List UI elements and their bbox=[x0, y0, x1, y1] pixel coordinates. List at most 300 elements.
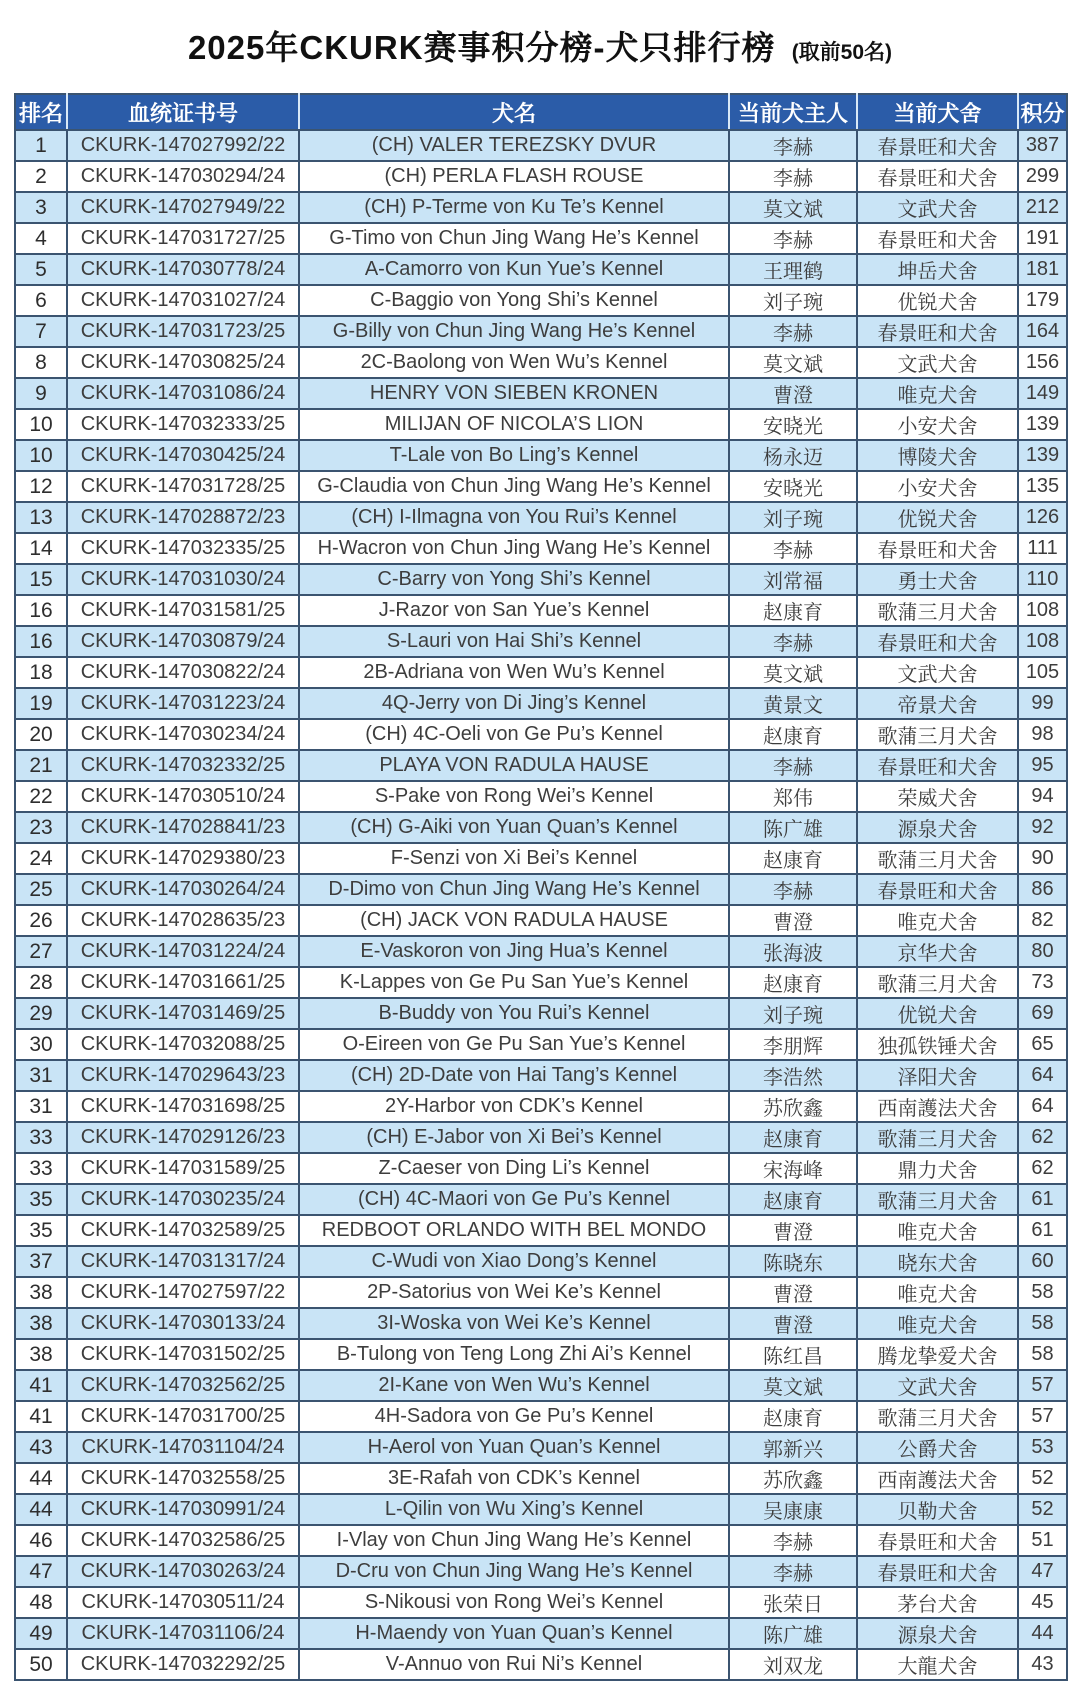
rank-cell: 41 bbox=[15, 1401, 67, 1432]
points-cell: 92 bbox=[1018, 812, 1067, 843]
dog-name-cell: PLAYA VON RADULA HAUSE bbox=[299, 750, 729, 781]
owner-cell: 赵康育 bbox=[729, 719, 857, 750]
owner-cell: 赵康育 bbox=[729, 1401, 857, 1432]
cert-number-cell: CKURK-147031502/25 bbox=[67, 1339, 299, 1370]
kennel-cell: 小安犬舍 bbox=[857, 471, 1018, 502]
table-row bbox=[15, 1494, 1067, 1525]
points-cell: 99 bbox=[1018, 688, 1067, 719]
points-cell: 65 bbox=[1018, 1029, 1067, 1060]
cert-number-cell: CKURK-147031104/24 bbox=[67, 1432, 299, 1463]
column-header: 积分 bbox=[1018, 94, 1067, 130]
rank-cell: 46 bbox=[15, 1525, 67, 1556]
owner-cell: 曹澄 bbox=[729, 1215, 857, 1246]
dog-name-cell: F-Senzi von Xi Bei’s Kennel bbox=[299, 843, 729, 874]
rank-cell: 13 bbox=[15, 502, 67, 533]
table-row bbox=[15, 1153, 1067, 1184]
dog-name-cell: S-Nikousi von Rong Wei’s Kennel bbox=[299, 1587, 729, 1618]
points-cell: 58 bbox=[1018, 1308, 1067, 1339]
rank-cell: 44 bbox=[15, 1494, 67, 1525]
dog-name-cell: G-Claudia von Chun Jing Wang He’s Kennel bbox=[299, 471, 729, 502]
kennel-cell: 优锐犬舍 bbox=[857, 502, 1018, 533]
cert-number-cell: CKURK-147029126/23 bbox=[67, 1122, 299, 1153]
rank-cell: 6 bbox=[15, 285, 67, 316]
rank-cell: 38 bbox=[15, 1339, 67, 1370]
cert-number-cell: CKURK-147031027/24 bbox=[67, 285, 299, 316]
dog-name-cell: D-Cru von Chun Jing Wang He’s Kennel bbox=[299, 1556, 729, 1587]
dog-name-cell: H-Aerol von Yuan Quan’s Kennel bbox=[299, 1432, 729, 1463]
points-cell: 53 bbox=[1018, 1432, 1067, 1463]
rank-cell: 2 bbox=[15, 161, 67, 192]
kennel-cell: 腾龙挚爱犬舍 bbox=[857, 1339, 1018, 1370]
cert-number-cell: CKURK-147031086/24 bbox=[67, 378, 299, 409]
owner-cell: 苏欣鑫 bbox=[729, 1091, 857, 1122]
points-cell: 95 bbox=[1018, 750, 1067, 781]
rank-cell: 49 bbox=[15, 1618, 67, 1649]
points-cell: 57 bbox=[1018, 1370, 1067, 1401]
owner-cell: 曹澄 bbox=[729, 1277, 857, 1308]
table-row bbox=[15, 223, 1067, 254]
dog-name-cell: H-Wacron von Chun Jing Wang He’s Kennel bbox=[299, 533, 729, 564]
points-cell: 60 bbox=[1018, 1246, 1067, 1277]
kennel-cell: 文武犬舍 bbox=[857, 192, 1018, 223]
owner-cell: 李赫 bbox=[729, 1556, 857, 1587]
owner-cell: 莫文斌 bbox=[729, 192, 857, 223]
table-row bbox=[15, 936, 1067, 967]
kennel-cell: 源泉犬舍 bbox=[857, 812, 1018, 843]
table-row bbox=[15, 1339, 1067, 1370]
cert-number-cell: CKURK-147030511/24 bbox=[67, 1587, 299, 1618]
dog-name-cell: B-Tulong von Teng Long Zhi Ai’s Kennel bbox=[299, 1339, 729, 1370]
dog-name-cell: A-Camorro von Kun Yue’s Kennel bbox=[299, 254, 729, 285]
dog-name-cell: 2B-Adriana von Wen Wu’s Kennel bbox=[299, 657, 729, 688]
rank-cell: 15 bbox=[15, 564, 67, 595]
table-row bbox=[15, 781, 1067, 812]
kennel-cell: 大龍犬舍 bbox=[857, 1649, 1018, 1680]
dog-name-cell: (CH) JACK VON RADULA HAUSE bbox=[299, 905, 729, 936]
owner-cell: 李赫 bbox=[729, 223, 857, 254]
points-cell: 57 bbox=[1018, 1401, 1067, 1432]
rank-cell: 41 bbox=[15, 1370, 67, 1401]
points-cell: 299 bbox=[1018, 161, 1067, 192]
points-cell: 52 bbox=[1018, 1463, 1067, 1494]
cert-number-cell: CKURK-147032333/25 bbox=[67, 409, 299, 440]
dog-name-cell: 2I-Kane von Wen Wu’s Kennel bbox=[299, 1370, 729, 1401]
points-cell: 139 bbox=[1018, 409, 1067, 440]
rank-cell: 48 bbox=[15, 1587, 67, 1618]
points-cell: 62 bbox=[1018, 1153, 1067, 1184]
cert-number-cell: CKURK-147032586/25 bbox=[67, 1525, 299, 1556]
dog-name-cell: C-Baggio von Yong Shi’s Kennel bbox=[299, 285, 729, 316]
rank-cell: 18 bbox=[15, 657, 67, 688]
owner-cell: 李赫 bbox=[729, 626, 857, 657]
cert-number-cell: CKURK-147028635/23 bbox=[67, 905, 299, 936]
cert-number-cell: CKURK-147032292/25 bbox=[67, 1649, 299, 1680]
cert-number-cell: CKURK-147029643/23 bbox=[67, 1060, 299, 1091]
dog-name-cell: 2Y-Harbor von CDK’s Kennel bbox=[299, 1091, 729, 1122]
owner-cell: 刘子琬 bbox=[729, 285, 857, 316]
table-row bbox=[15, 1525, 1067, 1556]
dog-name-cell: G-Timo von Chun Jing Wang He’s Kennel bbox=[299, 223, 729, 254]
kennel-cell: 春景旺和犬舍 bbox=[857, 626, 1018, 657]
points-cell: 139 bbox=[1018, 440, 1067, 471]
table-row bbox=[15, 564, 1067, 595]
rank-cell: 38 bbox=[15, 1277, 67, 1308]
table-row bbox=[15, 378, 1067, 409]
table-row bbox=[15, 905, 1067, 936]
kennel-cell: 京华犬舍 bbox=[857, 936, 1018, 967]
dog-name-cell: (CH) I-Ilmagna von You Rui’s Kennel bbox=[299, 502, 729, 533]
table-header-row bbox=[15, 94, 1067, 130]
owner-cell: 李赫 bbox=[729, 750, 857, 781]
table-row bbox=[15, 1556, 1067, 1587]
kennel-cell: 西南護法犬舍 bbox=[857, 1463, 1018, 1494]
kennel-cell: 优锐犬舍 bbox=[857, 285, 1018, 316]
rank-cell: 16 bbox=[15, 626, 67, 657]
dog-name-cell: (CH) 2D-Date von Hai Tang’s Kennel bbox=[299, 1060, 729, 1091]
cert-number-cell: CKURK-147028841/23 bbox=[67, 812, 299, 843]
dog-name-cell: REDBOOT ORLANDO WITH BEL MONDO bbox=[299, 1215, 729, 1246]
rank-cell: 26 bbox=[15, 905, 67, 936]
dog-name-cell: O-Eireen von Ge Pu San Yue’s Kennel bbox=[299, 1029, 729, 1060]
owner-cell: 安晓光 bbox=[729, 409, 857, 440]
cert-number-cell: CKURK-147029380/23 bbox=[67, 843, 299, 874]
rank-cell: 4 bbox=[15, 223, 67, 254]
owner-cell: 李朋辉 bbox=[729, 1029, 857, 1060]
owner-cell: 刘双龙 bbox=[729, 1649, 857, 1680]
dog-name-cell: (CH) E-Jabor von Xi Bei’s Kennel bbox=[299, 1122, 729, 1153]
dog-name-cell: 2C-Baolong von Wen Wu’s Kennel bbox=[299, 347, 729, 378]
owner-cell: 刘子琬 bbox=[729, 502, 857, 533]
cert-number-cell: CKURK-147030234/24 bbox=[67, 719, 299, 750]
kennel-cell: 春景旺和犬舍 bbox=[857, 1525, 1018, 1556]
kennel-cell: 歌蒲三月犬舍 bbox=[857, 1184, 1018, 1215]
cert-number-cell: CKURK-147032088/25 bbox=[67, 1029, 299, 1060]
kennel-cell: 晓东犬舍 bbox=[857, 1246, 1018, 1277]
dog-name-cell: C-Barry von Yong Shi’s Kennel bbox=[299, 564, 729, 595]
points-cell: 47 bbox=[1018, 1556, 1067, 1587]
owner-cell: 莫文斌 bbox=[729, 347, 857, 378]
cert-number-cell: CKURK-147027597/22 bbox=[67, 1277, 299, 1308]
rank-cell: 20 bbox=[15, 719, 67, 750]
rank-cell: 47 bbox=[15, 1556, 67, 1587]
table-row bbox=[15, 1401, 1067, 1432]
cert-number-cell: CKURK-147031469/25 bbox=[67, 998, 299, 1029]
table-row bbox=[15, 874, 1067, 905]
owner-cell: 曹澄 bbox=[729, 905, 857, 936]
points-cell: 108 bbox=[1018, 626, 1067, 657]
owner-cell: 张海波 bbox=[729, 936, 857, 967]
cert-number-cell: CKURK-147032332/25 bbox=[67, 750, 299, 781]
kennel-cell: 西南護法犬舍 bbox=[857, 1091, 1018, 1122]
dog-name-cell: (CH) 4C-Maori von Ge Pu’s Kennel bbox=[299, 1184, 729, 1215]
points-cell: 61 bbox=[1018, 1215, 1067, 1246]
rank-cell: 8 bbox=[15, 347, 67, 378]
rank-cell: 1 bbox=[15, 130, 67, 161]
kennel-cell: 唯克犬舍 bbox=[857, 1308, 1018, 1339]
owner-cell: 曹澄 bbox=[729, 1308, 857, 1339]
rank-cell: 35 bbox=[15, 1215, 67, 1246]
owner-cell: 刘子琬 bbox=[729, 998, 857, 1029]
rank-cell: 29 bbox=[15, 998, 67, 1029]
table-row bbox=[15, 998, 1067, 1029]
cert-number-cell: CKURK-147030879/24 bbox=[67, 626, 299, 657]
points-cell: 181 bbox=[1018, 254, 1067, 285]
table-body bbox=[15, 130, 1067, 1680]
table-row bbox=[15, 1370, 1067, 1401]
table-row bbox=[15, 471, 1067, 502]
points-cell: 105 bbox=[1018, 657, 1067, 688]
owner-cell: 莫文斌 bbox=[729, 1370, 857, 1401]
points-cell: 64 bbox=[1018, 1091, 1067, 1122]
dog-name-cell: C-Wudi von Xiao Dong’s Kennel bbox=[299, 1246, 729, 1277]
table-row bbox=[15, 967, 1067, 998]
cert-number-cell: CKURK-147031589/25 bbox=[67, 1153, 299, 1184]
dog-name-cell: T-Lale von Bo Ling’s Kennel bbox=[299, 440, 729, 471]
points-cell: 212 bbox=[1018, 192, 1067, 223]
rank-cell: 21 bbox=[15, 750, 67, 781]
owner-cell: 陈广雄 bbox=[729, 1618, 857, 1649]
cert-number-cell: CKURK-147028872/23 bbox=[67, 502, 299, 533]
owner-cell: 陈广雄 bbox=[729, 812, 857, 843]
dog-name-cell: S-Lauri von Hai Shi’s Kennel bbox=[299, 626, 729, 657]
ranking-table bbox=[14, 93, 1068, 1681]
points-cell: 58 bbox=[1018, 1277, 1067, 1308]
kennel-cell: 独孤铁锤犬舍 bbox=[857, 1029, 1018, 1060]
page-title-main: 2025年CKURK赛事积分榜-犬只排行榜 bbox=[187, 29, 776, 66]
table-row bbox=[15, 1184, 1067, 1215]
rank-cell: 14 bbox=[15, 533, 67, 564]
table-row bbox=[15, 843, 1067, 874]
cert-number-cell: CKURK-147027992/22 bbox=[67, 130, 299, 161]
owner-cell: 李赫 bbox=[729, 316, 857, 347]
rank-cell: 50 bbox=[15, 1649, 67, 1680]
points-cell: 62 bbox=[1018, 1122, 1067, 1153]
page-title bbox=[0, 22, 1080, 69]
cert-number-cell: CKURK-147031030/24 bbox=[67, 564, 299, 595]
dog-name-cell: V-Annuo von Rui Ni’s Kennel bbox=[299, 1649, 729, 1680]
table-row bbox=[15, 1029, 1067, 1060]
table-row bbox=[15, 440, 1067, 471]
kennel-cell: 歌蒲三月犬舍 bbox=[857, 843, 1018, 874]
kennel-cell: 唯克犬舍 bbox=[857, 378, 1018, 409]
table-row bbox=[15, 719, 1067, 750]
table-row bbox=[15, 502, 1067, 533]
rank-cell: 10 bbox=[15, 440, 67, 471]
rank-cell: 33 bbox=[15, 1122, 67, 1153]
dog-name-cell: (CH) PERLA FLASH ROUSE bbox=[299, 161, 729, 192]
table-row bbox=[15, 626, 1067, 657]
rank-cell: 9 bbox=[15, 378, 67, 409]
kennel-cell: 春景旺和犬舍 bbox=[857, 874, 1018, 905]
kennel-cell: 博陵犬舍 bbox=[857, 440, 1018, 471]
points-cell: 110 bbox=[1018, 564, 1067, 595]
kennel-cell: 歌蒲三月犬舍 bbox=[857, 967, 1018, 998]
rank-cell: 35 bbox=[15, 1184, 67, 1215]
kennel-cell: 坤岳犬舍 bbox=[857, 254, 1018, 285]
dog-name-cell: I-Vlay von Chun Jing Wang He’s Kennel bbox=[299, 1525, 729, 1556]
cert-number-cell: CKURK-147031224/24 bbox=[67, 936, 299, 967]
dog-name-cell: HENRY VON SIEBEN KRONEN bbox=[299, 378, 729, 409]
dog-name-cell: 4Q-Jerry von Di Jing’s Kennel bbox=[299, 688, 729, 719]
points-cell: 80 bbox=[1018, 936, 1067, 967]
rank-cell: 5 bbox=[15, 254, 67, 285]
dog-name-cell: 2P-Satorius von Wei Ke’s Kennel bbox=[299, 1277, 729, 1308]
dog-name-cell: B-Buddy von You Rui’s Kennel bbox=[299, 998, 729, 1029]
table-row bbox=[15, 1432, 1067, 1463]
column-header: 当前犬舍 bbox=[857, 94, 1018, 130]
kennel-cell: 优锐犬舍 bbox=[857, 998, 1018, 1029]
cert-number-cell: CKURK-147030822/24 bbox=[67, 657, 299, 688]
rank-cell: 38 bbox=[15, 1308, 67, 1339]
table-row bbox=[15, 1060, 1067, 1091]
cert-number-cell: CKURK-147030133/24 bbox=[67, 1308, 299, 1339]
kennel-cell: 公爵犬舍 bbox=[857, 1432, 1018, 1463]
owner-cell: 李赫 bbox=[729, 874, 857, 905]
cert-number-cell: CKURK-147031661/25 bbox=[67, 967, 299, 998]
dog-name-cell: MILIJAN OF NICOLA’S LION bbox=[299, 409, 729, 440]
kennel-cell: 泽阳犬舍 bbox=[857, 1060, 1018, 1091]
kennel-cell: 帝景犬舍 bbox=[857, 688, 1018, 719]
cert-number-cell: CKURK-147031728/25 bbox=[67, 471, 299, 502]
rank-cell: 23 bbox=[15, 812, 67, 843]
dog-name-cell: (CH) 4C-Oeli von Ge Pu’s Kennel bbox=[299, 719, 729, 750]
dog-name-cell: L-Qilin von Wu Xing’s Kennel bbox=[299, 1494, 729, 1525]
table-row bbox=[15, 1215, 1067, 1246]
dog-name-cell: (CH) P-Terme von Ku Te’s Kennel bbox=[299, 192, 729, 223]
cert-number-cell: CKURK-147031223/24 bbox=[67, 688, 299, 719]
dog-name-cell: J-Razor von San Yue’s Kennel bbox=[299, 595, 729, 626]
table-row bbox=[15, 1246, 1067, 1277]
kennel-cell: 歌蒲三月犬舍 bbox=[857, 595, 1018, 626]
kennel-cell: 春景旺和犬舍 bbox=[857, 750, 1018, 781]
kennel-cell: 文武犬舍 bbox=[857, 1370, 1018, 1401]
rank-cell: 7 bbox=[15, 316, 67, 347]
cert-number-cell: CKURK-147032335/25 bbox=[67, 533, 299, 564]
kennel-cell: 荣威犬舍 bbox=[857, 781, 1018, 812]
kennel-cell: 文武犬舍 bbox=[857, 657, 1018, 688]
dog-name-cell: S-Pake von Rong Wei’s Kennel bbox=[299, 781, 729, 812]
table-row bbox=[15, 1277, 1067, 1308]
owner-cell: 郑伟 bbox=[729, 781, 857, 812]
kennel-cell: 歌蒲三月犬舍 bbox=[857, 1401, 1018, 1432]
rank-cell: 27 bbox=[15, 936, 67, 967]
table-row bbox=[15, 161, 1067, 192]
dog-name-cell: G-Billy von Chun Jing Wang He’s Kennel bbox=[299, 316, 729, 347]
points-cell: 191 bbox=[1018, 223, 1067, 254]
cert-number-cell: CKURK-147031723/25 bbox=[67, 316, 299, 347]
cert-number-cell: CKURK-147031698/25 bbox=[67, 1091, 299, 1122]
cert-number-cell: CKURK-147031106/24 bbox=[67, 1618, 299, 1649]
owner-cell: 安晓光 bbox=[729, 471, 857, 502]
cert-number-cell: CKURK-147030825/24 bbox=[67, 347, 299, 378]
owner-cell: 宋海峰 bbox=[729, 1153, 857, 1184]
dog-name-cell: 3I-Woska von Wei Ke’s Kennel bbox=[299, 1308, 729, 1339]
dog-name-cell: E-Vaskoron von Jing Hua’s Kennel bbox=[299, 936, 729, 967]
table-row bbox=[15, 1618, 1067, 1649]
rank-cell: 19 bbox=[15, 688, 67, 719]
rank-cell: 10 bbox=[15, 409, 67, 440]
owner-cell: 张荣日 bbox=[729, 1587, 857, 1618]
cert-number-cell: CKURK-147027949/22 bbox=[67, 192, 299, 223]
table-row bbox=[15, 1463, 1067, 1494]
points-cell: 64 bbox=[1018, 1060, 1067, 1091]
owner-cell: 陈红昌 bbox=[729, 1339, 857, 1370]
owner-cell: 赵康育 bbox=[729, 967, 857, 998]
points-cell: 44 bbox=[1018, 1618, 1067, 1649]
kennel-cell: 勇士犬舍 bbox=[857, 564, 1018, 595]
rank-cell: 12 bbox=[15, 471, 67, 502]
kennel-cell: 贝勒犬舍 bbox=[857, 1494, 1018, 1525]
cert-number-cell: CKURK-147032562/25 bbox=[67, 1370, 299, 1401]
dog-name-cell: 4H-Sadora von Ge Pu’s Kennel bbox=[299, 1401, 729, 1432]
points-cell: 73 bbox=[1018, 967, 1067, 998]
rank-cell: 25 bbox=[15, 874, 67, 905]
owner-cell: 赵康育 bbox=[729, 843, 857, 874]
owner-cell: 李赫 bbox=[729, 161, 857, 192]
rank-cell: 31 bbox=[15, 1060, 67, 1091]
table-row bbox=[15, 1587, 1067, 1618]
dog-name-cell: K-Lappes von Ge Pu San Yue’s Kennel bbox=[299, 967, 729, 998]
owner-cell: 李浩然 bbox=[729, 1060, 857, 1091]
kennel-cell: 春景旺和犬舍 bbox=[857, 130, 1018, 161]
column-header: 排名 bbox=[15, 94, 67, 130]
points-cell: 94 bbox=[1018, 781, 1067, 812]
cert-number-cell: CKURK-147030778/24 bbox=[67, 254, 299, 285]
owner-cell: 赵康育 bbox=[729, 595, 857, 626]
owner-cell: 黄景文 bbox=[729, 688, 857, 719]
points-cell: 179 bbox=[1018, 285, 1067, 316]
table-row bbox=[15, 316, 1067, 347]
cert-number-cell: CKURK-147030264/24 bbox=[67, 874, 299, 905]
table-row bbox=[15, 1649, 1067, 1680]
points-cell: 43 bbox=[1018, 1649, 1067, 1680]
dog-name-cell: (CH) VALER TEREZSKY DVUR bbox=[299, 130, 729, 161]
owner-cell: 郭新兴 bbox=[729, 1432, 857, 1463]
points-cell: 135 bbox=[1018, 471, 1067, 502]
kennel-cell: 歌蒲三月犬舍 bbox=[857, 719, 1018, 750]
points-cell: 52 bbox=[1018, 1494, 1067, 1525]
kennel-cell: 文武犬舍 bbox=[857, 347, 1018, 378]
owner-cell: 陈晓东 bbox=[729, 1246, 857, 1277]
rank-cell: 43 bbox=[15, 1432, 67, 1463]
points-cell: 387 bbox=[1018, 130, 1067, 161]
rank-cell: 44 bbox=[15, 1463, 67, 1494]
points-cell: 111 bbox=[1018, 533, 1067, 564]
owner-cell: 莫文斌 bbox=[729, 657, 857, 688]
kennel-cell: 源泉犬舍 bbox=[857, 1618, 1018, 1649]
table-row bbox=[15, 130, 1067, 161]
points-cell: 164 bbox=[1018, 316, 1067, 347]
points-cell: 108 bbox=[1018, 595, 1067, 626]
points-cell: 149 bbox=[1018, 378, 1067, 409]
rank-cell: 33 bbox=[15, 1153, 67, 1184]
table-row bbox=[15, 254, 1067, 285]
column-header: 血统证书号 bbox=[67, 94, 299, 130]
table-row bbox=[15, 347, 1067, 378]
owner-cell: 杨永迈 bbox=[729, 440, 857, 471]
owner-cell: 李赫 bbox=[729, 130, 857, 161]
page-title-subtitle: (取前50名) bbox=[791, 41, 893, 64]
table-row bbox=[15, 657, 1067, 688]
rank-cell: 37 bbox=[15, 1246, 67, 1277]
rank-cell: 16 bbox=[15, 595, 67, 626]
table-row bbox=[15, 533, 1067, 564]
owner-cell: 李赫 bbox=[729, 1525, 857, 1556]
points-cell: 82 bbox=[1018, 905, 1067, 936]
points-cell: 61 bbox=[1018, 1184, 1067, 1215]
kennel-cell: 小安犬舍 bbox=[857, 409, 1018, 440]
cert-number-cell: CKURK-147031700/25 bbox=[67, 1401, 299, 1432]
